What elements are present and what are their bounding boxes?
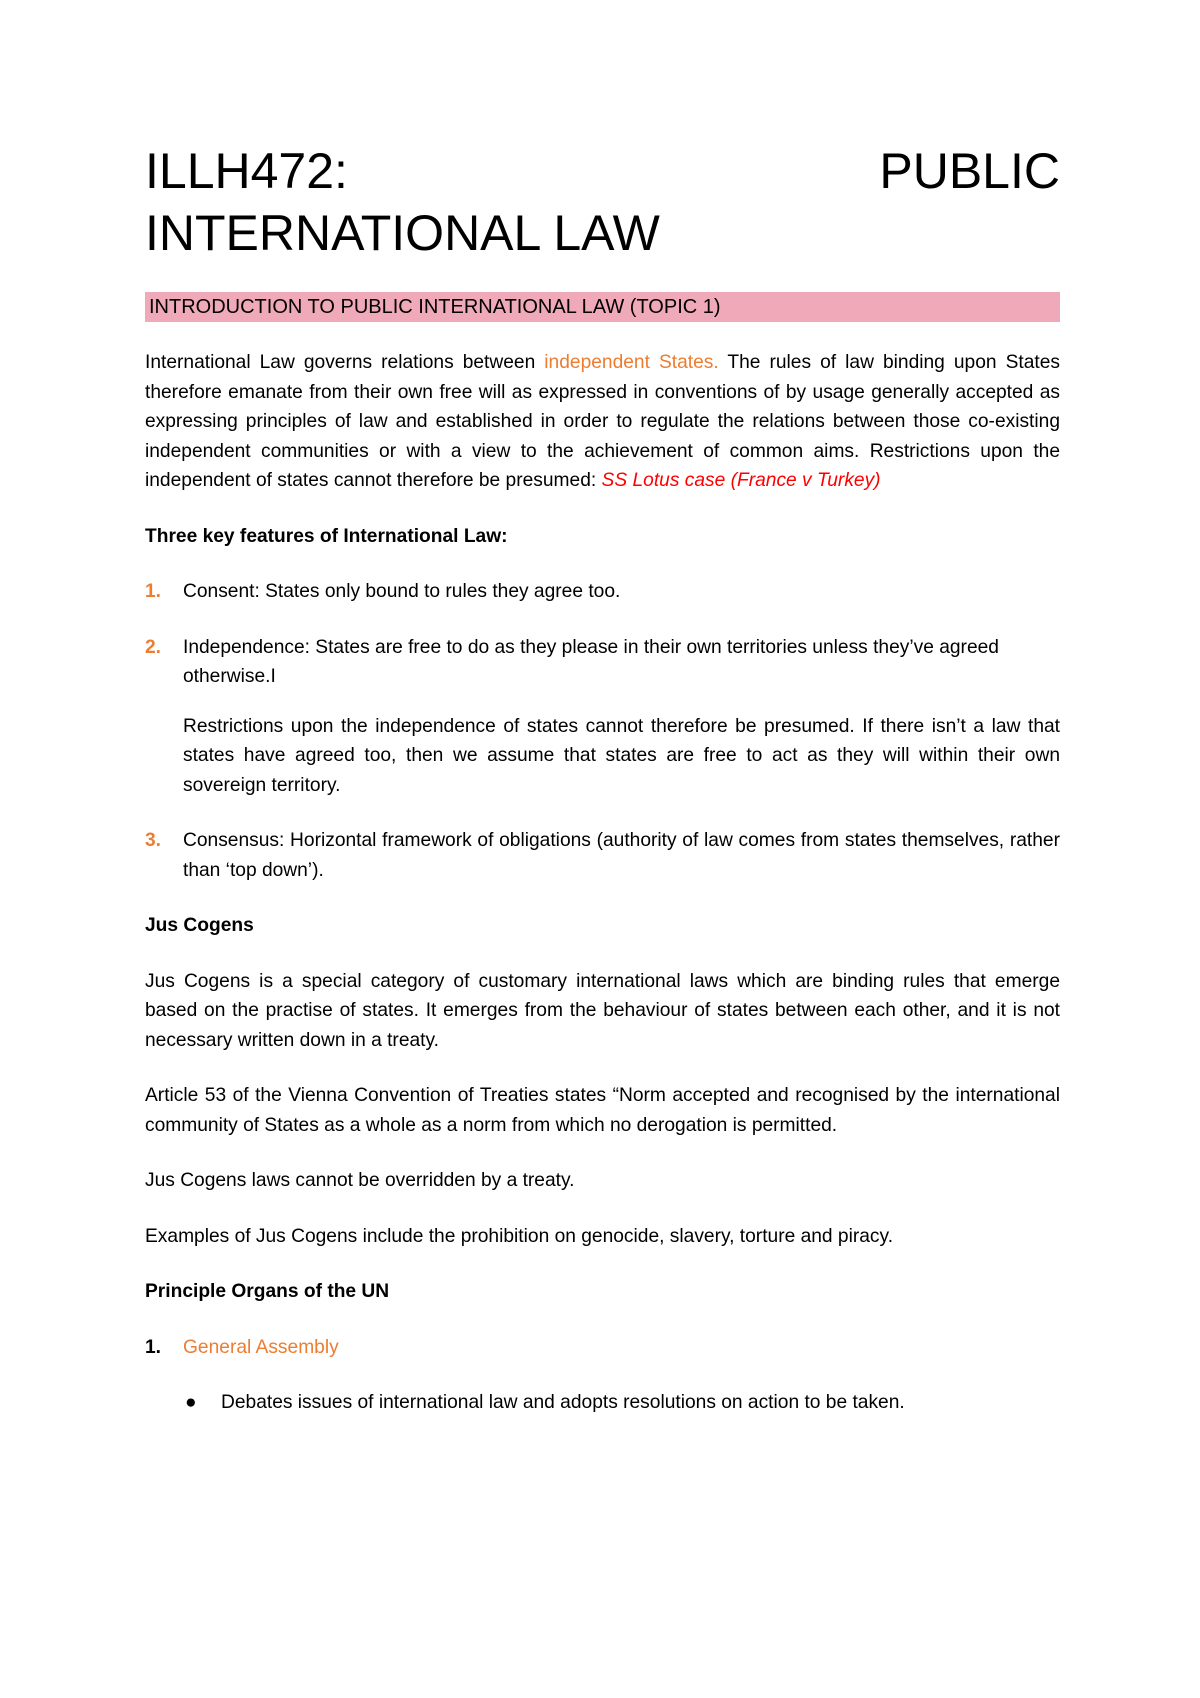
feature-extra-text: Restrictions upon the independence of states cannot therefore be presumed. If there isn’t a law that states have agreed too, then we assume that states are free to act as they will within their own sovereign territory. xyxy=(183,715,1060,796)
feature-number: 2. xyxy=(145,636,162,658)
feature-item-1 xyxy=(145,577,1060,607)
feature-text: Consent: States only bound to rules they agree too. xyxy=(183,581,621,602)
course-code: ILLH472: xyxy=(145,143,348,199)
un-organs-heading xyxy=(145,1277,1060,1307)
topic-banner: INTRODUCTION TO PUBLIC INTERNATIONAL LAW (TOPIC 1) xyxy=(145,292,1060,322)
jus-cogens-paragraph-1: Jus Cogens is a special category of customary international laws which are binding rules that emerge based on the practise of states. It emerges from the behaviour of states between each other, and it is not necessary written down in a treaty. xyxy=(145,970,1060,1051)
jus-cogens-heading-text: Jus Cogens xyxy=(145,915,254,936)
un-organ-item-1 xyxy=(145,1333,1060,1363)
intro-highlight: independent States. xyxy=(544,352,719,373)
feature-text: Consensus: Horizontal framework of obligations (authority of law comes from states themselves, rather than ‘top down’). xyxy=(183,830,1060,881)
intro-paragraph xyxy=(145,348,1060,496)
un-organ-number: 1. xyxy=(145,1336,162,1358)
un-organs-heading-text: Principle Organs of the UN xyxy=(145,1281,390,1302)
jus-cogens-paragraph-4: Examples of Jus Cogens include the prohibition on genocide, slavery, torture and piracy. xyxy=(145,1225,894,1247)
jus-cogens-paragraph-2: Article 53 of the Vienna Convention of Treaties states “Norm accepted and recognised by the international community of States as a whole as a norm from which no derogation is permitted. xyxy=(145,1085,1060,1136)
document-title xyxy=(145,140,1060,264)
feature-number: 1. xyxy=(145,581,162,602)
document-body xyxy=(145,140,1060,1418)
feature-number: 3. xyxy=(145,830,162,851)
intro-text-before: International Law governs relations between xyxy=(145,352,545,373)
feature-text: Independence: States are free to do as they please in their own territories unless they’ve agreed otherwise.I xyxy=(183,636,999,687)
un-organ-label: General Assembly xyxy=(183,1336,339,1358)
bullet-item xyxy=(185,1388,1060,1418)
bullet-dot-icon: ● xyxy=(185,1392,197,1413)
jus-cogens-paragraph-3: Jus Cogens laws cannot be overridden by a treaty. xyxy=(145,1170,575,1191)
jus-cogens-heading xyxy=(145,911,1060,941)
feature-item-2 xyxy=(145,633,1060,801)
title-line-2: INTERNATIONAL LAW xyxy=(145,205,660,261)
title-word-public: PUBLIC xyxy=(879,143,1060,199)
intro-text-after: The rules of law binding upon States therefore emanate from their own free will as expressed in conventions of by usage generally accepted as expressing principles of law and established in order to regulate the relations between those co-existing independent communities or with a view to the achievement of common aims. Restrictions upon the independent of states cannot therefore be presumed: xyxy=(145,352,1060,491)
features-heading-text: Three key features of International Law: xyxy=(145,525,508,547)
feature-item-3 xyxy=(145,826,1060,885)
title-line-1 xyxy=(145,140,1060,202)
case-citation: SS Lotus case (France v Turkey) xyxy=(601,470,881,491)
bullet-text: Debates issues of international law and adopts resolutions on action to be taken. xyxy=(221,1392,905,1413)
features-heading xyxy=(145,522,1060,552)
